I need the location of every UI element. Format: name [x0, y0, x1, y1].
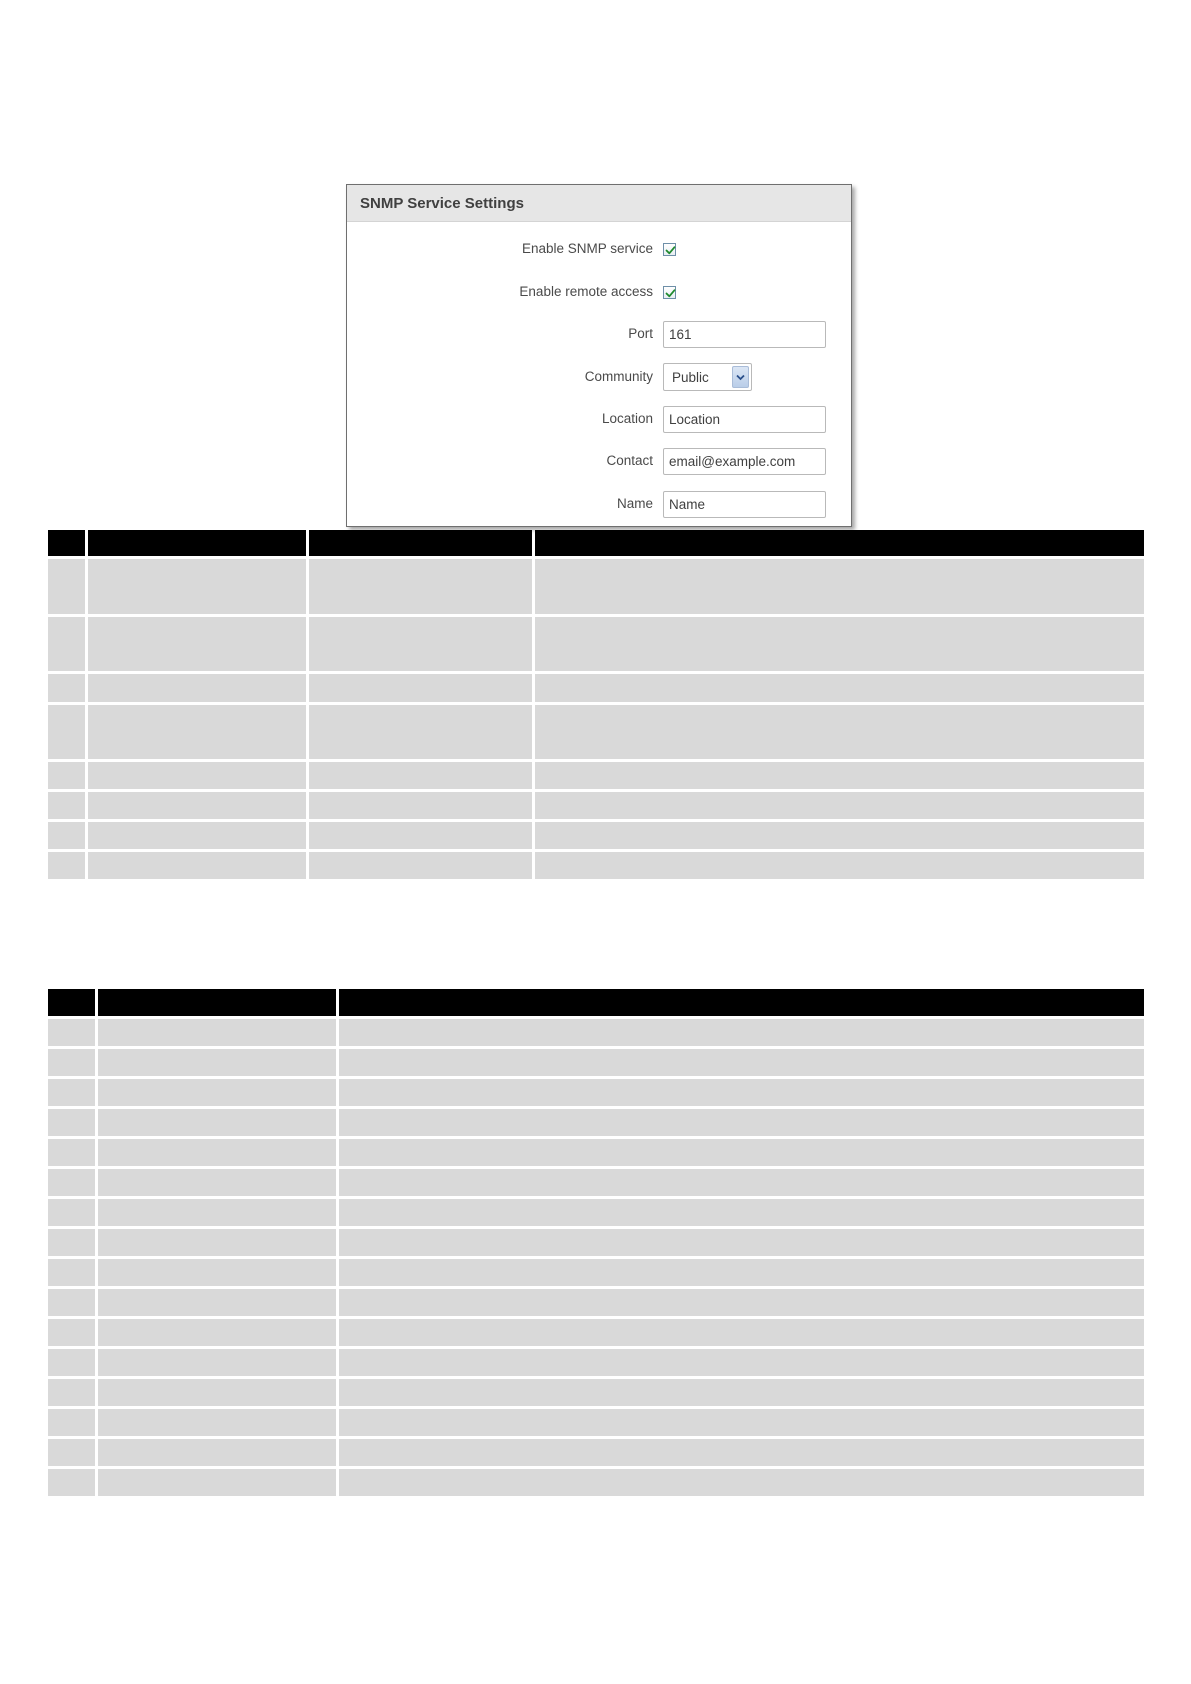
community-select[interactable]: [663, 363, 752, 391]
table-cell: [88, 559, 306, 614]
table-cell: [98, 1109, 336, 1136]
table-cell: [48, 1409, 95, 1436]
table-cell: [339, 1199, 1144, 1226]
table-cell: [98, 1229, 336, 1256]
table-row: [48, 1229, 1144, 1256]
table-cell: [309, 822, 532, 849]
table-cell: [48, 1289, 95, 1316]
table-cell: [48, 705, 85, 759]
table-cell: [339, 1229, 1144, 1256]
community-control: [663, 362, 752, 392]
snmp-settings-panel: [346, 184, 852, 527]
table-header-cell: [309, 530, 532, 556]
table-cell: [339, 1049, 1144, 1076]
table-cell: [98, 1379, 336, 1406]
table-cell: [48, 1199, 95, 1226]
table-cell: [535, 617, 1144, 671]
table-cell: [98, 1049, 336, 1076]
table-row: [48, 1049, 1144, 1076]
table-cell: [48, 617, 85, 671]
table-row: [48, 559, 1144, 614]
table-row: [48, 852, 1144, 879]
table-cell: [535, 822, 1144, 849]
table-cell: [339, 1169, 1144, 1196]
check-icon: [664, 287, 677, 300]
table-cell: [48, 1349, 95, 1376]
table-cell: [339, 1259, 1144, 1286]
community-label: Community: [584, 369, 653, 384]
table-cell: [535, 705, 1144, 759]
table-cell: [88, 852, 306, 879]
table-cell: [98, 1139, 336, 1166]
table-cell: [309, 617, 532, 671]
table-row: [48, 1469, 1144, 1496]
table-cell: [88, 792, 306, 819]
table-cell: [339, 1349, 1144, 1376]
panel-body: [347, 222, 851, 527]
table-cell: [535, 792, 1144, 819]
contact-label: Contact: [606, 453, 653, 468]
name-label: Name: [616, 496, 653, 511]
table-cell: [48, 559, 85, 614]
table-cell: [309, 559, 532, 614]
table-cell: [48, 1049, 95, 1076]
table-cell: [88, 822, 306, 849]
table-row: [48, 1139, 1144, 1166]
table-cell: [339, 1019, 1144, 1046]
row-port: [347, 319, 851, 349]
table-cell: [535, 762, 1144, 789]
table-row: [48, 674, 1144, 702]
location-input[interactable]: [663, 406, 826, 433]
table-cell: [309, 674, 532, 702]
table-cell: [48, 822, 85, 849]
name-input[interactable]: [663, 491, 826, 518]
table-cell: [309, 852, 532, 879]
table-cell: [48, 1259, 95, 1286]
table-cell: [309, 705, 532, 759]
row-enable-snmp: [347, 234, 851, 264]
table-cell: [48, 852, 85, 879]
table-row: [48, 1109, 1144, 1136]
table-row: [48, 1409, 1144, 1436]
table-cell: [535, 674, 1144, 702]
table-cell: [98, 1439, 336, 1466]
table-row: [48, 792, 1144, 819]
row-community: [347, 362, 851, 392]
contact-input[interactable]: [663, 448, 826, 475]
table-cell: [48, 1079, 95, 1106]
row-location: [347, 404, 851, 434]
table-cell: [535, 559, 1144, 614]
table-header-cell: [339, 989, 1144, 1016]
table-cell: [339, 1319, 1144, 1346]
table-header-cell: [48, 530, 85, 556]
table-cell: [48, 1139, 95, 1166]
table-cell: [339, 1379, 1144, 1406]
table-cell: [48, 674, 85, 702]
location-label: Location: [601, 411, 653, 426]
table-cell: [48, 1109, 95, 1136]
table-row: [48, 705, 1144, 759]
table-cell: [98, 1169, 336, 1196]
table-cell: [339, 1469, 1144, 1496]
check-icon: [664, 244, 677, 257]
table-cell: [88, 705, 306, 759]
table-cell: [88, 674, 306, 702]
table-row: [48, 1019, 1144, 1046]
table-cell: [48, 1379, 95, 1406]
port-control: [663, 319, 826, 349]
table-cell: [339, 1409, 1144, 1436]
table-cell: [309, 792, 532, 819]
table-cell: [98, 1409, 336, 1436]
table-header-cell: [48, 989, 95, 1016]
chevron-down-icon: [736, 374, 745, 381]
table-cell: [48, 1169, 95, 1196]
name-control: [663, 489, 826, 519]
row-contact: [347, 446, 851, 476]
table-cell: [48, 792, 85, 819]
table-cell: [339, 1139, 1144, 1166]
enable-snmp-label: Enable SNMP service: [521, 241, 653, 256]
table-row: [48, 1259, 1144, 1286]
table-header-row: [48, 989, 1144, 1016]
table-header-row: [48, 530, 1144, 556]
table-cell: [98, 1469, 336, 1496]
table-row: [48, 1289, 1144, 1316]
panel-title: SNMP Service Settings: [347, 185, 851, 222]
enable-snmp-checkbox[interactable]: [663, 243, 676, 256]
location-control: [663, 404, 826, 434]
table-cell: [535, 852, 1144, 879]
table-header-cell: [98, 989, 336, 1016]
table-cell: [48, 762, 85, 789]
port-label: Port: [628, 326, 653, 341]
table-cell: [339, 1109, 1144, 1136]
settings-table: [48, 530, 1144, 882]
table-cell: [339, 1289, 1144, 1316]
enable-remote-control: [663, 277, 676, 307]
enable-snmp-control: [663, 234, 676, 264]
table-cell: [339, 1079, 1144, 1106]
row-name: [347, 489, 851, 519]
community-selected-value: Public: [672, 369, 709, 385]
select-arrow-button[interactable]: [732, 366, 749, 388]
table-row: [48, 1199, 1144, 1226]
table-cell: [98, 1289, 336, 1316]
table-row: [48, 1319, 1144, 1346]
table-cell: [98, 1319, 336, 1346]
table-cell: [88, 762, 306, 789]
table-cell: [48, 1319, 95, 1346]
table-header-cell: [535, 530, 1144, 556]
table-row: [48, 1349, 1144, 1376]
table-cell: [98, 1079, 336, 1106]
second-table: [48, 989, 1144, 1499]
enable-remote-label: Enable remote access: [519, 284, 653, 299]
table-header-cell: [88, 530, 306, 556]
table-row: [48, 1169, 1144, 1196]
enable-remote-checkbox[interactable]: [663, 286, 676, 299]
table-row: [48, 1439, 1144, 1466]
table-cell: [98, 1199, 336, 1226]
table-cell: [339, 1439, 1144, 1466]
table-cell: [48, 1439, 95, 1466]
table-row: [48, 822, 1144, 849]
table-row: [48, 1379, 1144, 1406]
table-cell: [48, 1019, 95, 1046]
table-row: [48, 1079, 1144, 1106]
table-cell: [98, 1019, 336, 1046]
contact-control: [663, 446, 826, 476]
table-row: [48, 617, 1144, 671]
row-enable-remote: [347, 277, 851, 307]
table-cell: [309, 762, 532, 789]
table-cell: [48, 1469, 95, 1496]
table-cell: [98, 1349, 336, 1376]
table-cell: [88, 617, 306, 671]
table-cell: [48, 1229, 95, 1256]
table-cell: [98, 1259, 336, 1286]
table-row: [48, 762, 1144, 789]
port-input[interactable]: [663, 321, 826, 348]
